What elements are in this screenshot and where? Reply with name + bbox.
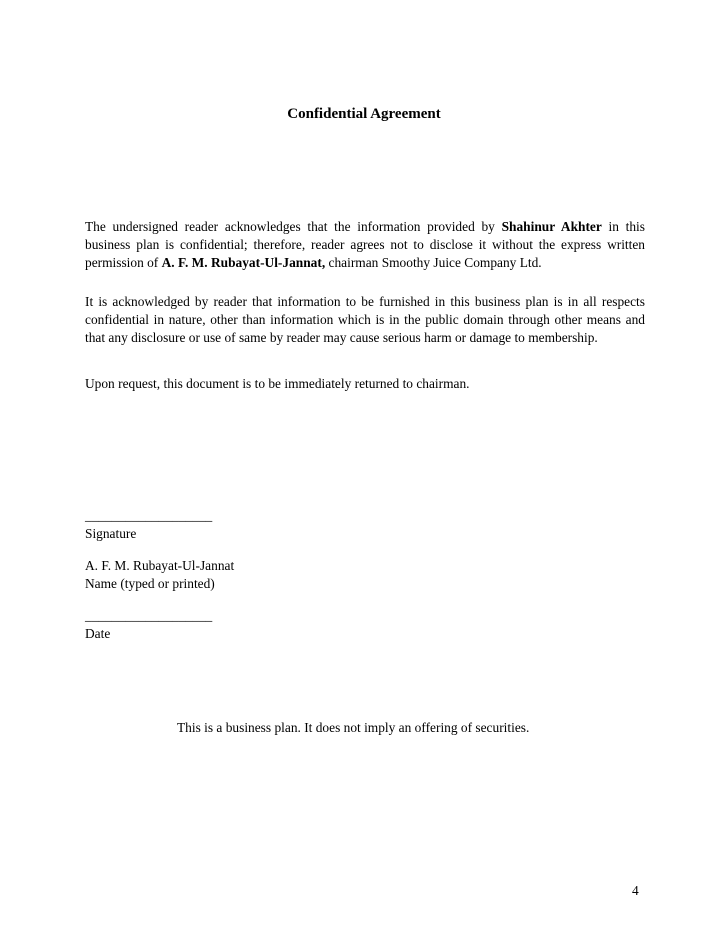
page-title: Confidential Agreement — [287, 106, 441, 122]
paragraph-text: in this business plan is confidential; therefore, reader agrees not to disclose it without the express written permission of — [85, 219, 645, 270]
signature-line: ___________________ — [85, 508, 213, 523]
signature-label: Signature — [85, 526, 137, 541]
printed-name: A. F. M. Rubayat-Ul-Jannat — [85, 558, 235, 573]
date-label: Date — [85, 626, 111, 641]
page-number: 4 — [632, 883, 639, 898]
confidentiality-paragraph: It is acknowledged by reader that information to be furnished in this business plan is in all respects confidential in nature, other than information which is in the public domain through other means and that any disclosure or use of same by reader may cause serious harm or damage to membership. — [85, 294, 645, 345]
author-name: Shahinur Akhter — [501, 219, 602, 234]
date-line: ___________________ — [85, 608, 213, 623]
return-paragraph: Upon request, this document is to be immediately returned to chairman. — [85, 376, 470, 391]
paragraph-text: chairman Smoothy Juice Company Ltd. — [325, 255, 542, 270]
name-label: Name (typed or printed) — [85, 576, 215, 591]
disclaimer-note: This is a business plan. It does not imply an offering of securities. — [177, 720, 530, 735]
name-block — [85, 557, 234, 593]
paragraph-text: The undersigned reader acknowledges that the information provided by — [85, 219, 502, 234]
acknowledgement-paragraph — [85, 218, 645, 272]
date-block — [85, 607, 212, 643]
signature-block — [85, 507, 212, 543]
chairman-name: A. F. M. Rubayat-Ul-Jannat, — [161, 255, 326, 270]
